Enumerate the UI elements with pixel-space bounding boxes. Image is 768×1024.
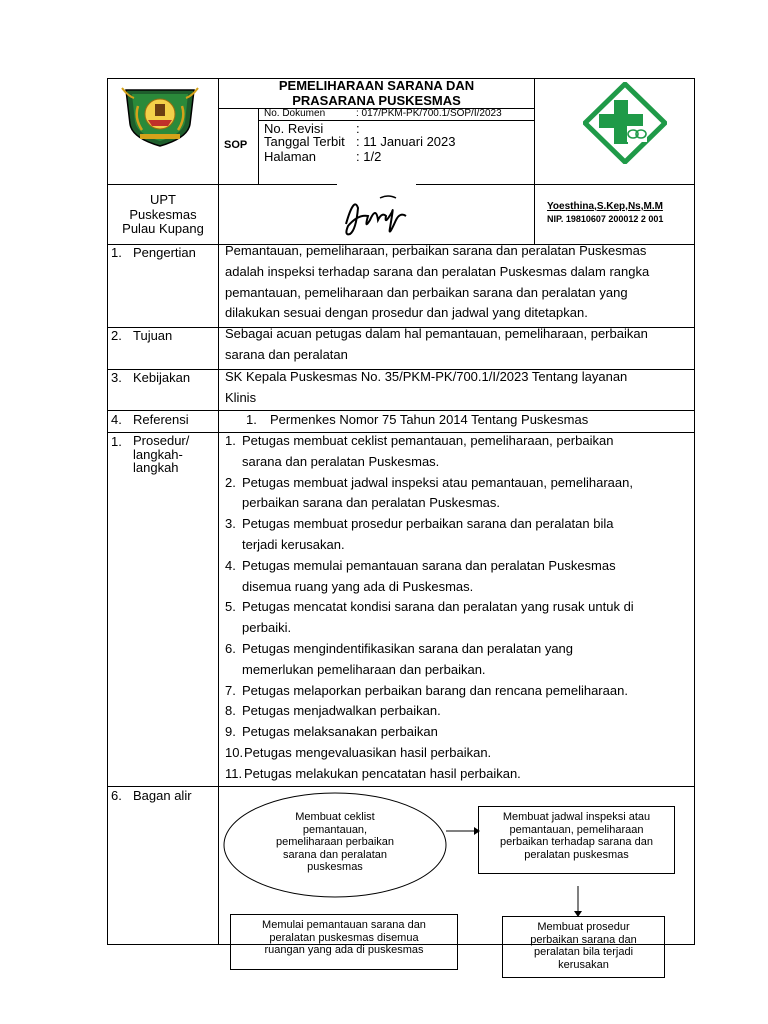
signature xyxy=(336,190,416,242)
section-label xyxy=(133,434,189,475)
section-number: 6. xyxy=(111,788,122,803)
step-text-cont: perbaikan sarana dan peralatan Puskesmas. xyxy=(242,495,500,511)
section-number: 1. xyxy=(111,434,122,449)
text-line: dilakukan sesuai dengan prosedur dan jadwal yang ditetapkan. xyxy=(225,305,588,321)
grid-line xyxy=(416,184,695,185)
flow-node-ceklist xyxy=(223,792,447,898)
label-line: Prosedur/ xyxy=(133,433,190,448)
procedure-step xyxy=(225,764,675,785)
step-text: Petugas melaksanakan perbaikan xyxy=(242,724,438,740)
procedure-step xyxy=(225,597,675,639)
doc-number-value: : 017/PKM-PK/700.1/SOP/I/2023 xyxy=(356,108,502,119)
section-number: 4. xyxy=(111,412,122,427)
node-text-line: pemeliharaan perbaikan xyxy=(275,836,395,848)
section-number: 3. xyxy=(111,370,122,385)
step-number: 4. xyxy=(225,557,236,573)
puskesmas-cross-icon xyxy=(583,82,667,164)
step-text-cont: memerlukan pemeliharaan dan perbaikan. xyxy=(242,661,486,677)
node-text-line: puskesmas xyxy=(307,861,363,873)
node-text-line: peralatan puskesmas xyxy=(524,848,629,861)
text-line: Klinis xyxy=(225,389,257,405)
section-label: Tujuan xyxy=(133,328,173,343)
step-text: Petugas membuat ceklist pemantauan, pemeliharaan, perbaikan xyxy=(242,433,614,448)
node-text-line: sarana dan peralatan xyxy=(283,848,387,861)
node-text-line: perbaikan sarana dan xyxy=(530,933,637,946)
step-text: Petugas membuat jadwal inspeksi atau pemantauan, pemeliharaan, xyxy=(242,474,633,490)
node-text-line: kerusakan xyxy=(558,958,609,971)
node-text-line: pemantauan, pemeliharaan xyxy=(509,823,644,836)
label-line: langkah xyxy=(133,460,179,475)
issue-date-label: Tanggal Terbit xyxy=(264,134,345,149)
page-value: : 1/2 xyxy=(356,149,382,164)
node-text-line: ruangan yang ada di puskesmas xyxy=(264,944,424,956)
procedure-step xyxy=(225,722,675,743)
procedure-step xyxy=(225,556,675,598)
section-number: 1. xyxy=(111,245,122,260)
section-content xyxy=(225,241,690,324)
flow-node-prosedur xyxy=(502,916,665,978)
node-text-line: peralatan bila terjadi xyxy=(533,946,634,958)
grid-line xyxy=(107,184,337,185)
node-text-line: Membuat ceklist xyxy=(295,811,375,823)
step-text-cont: terjadi kerusakan. xyxy=(242,536,345,552)
text-line: pemantauan, pemeliharaan dan perbaikan sarana dan peralatan yang xyxy=(225,284,628,300)
page-label: Halaman xyxy=(264,149,317,164)
step-number: 7. xyxy=(225,682,236,698)
node-text-line: Membuat jadwal inspeksi atau xyxy=(502,811,651,823)
revision-value: : xyxy=(356,121,360,136)
sop-label: SOP xyxy=(224,139,248,151)
step-number: 3. xyxy=(225,516,236,532)
section-content xyxy=(225,367,690,409)
document-title xyxy=(219,78,534,108)
regional-emblem-logo xyxy=(118,84,202,150)
grid-line xyxy=(107,786,695,787)
step-number: 8. xyxy=(225,703,236,719)
procedure-step xyxy=(225,431,675,473)
step-text: Petugas membuat prosedur perbaikan sarana dan peralatan bila xyxy=(242,516,614,532)
step-text: Petugas melakukan pencatatan hasil perbaikan. xyxy=(244,765,521,781)
puskesmas-logo xyxy=(583,82,667,164)
signer-name: Yoesthina,S.Kep,Ns,M.M xyxy=(547,201,663,212)
label-line: langkah- xyxy=(133,446,183,462)
issue-date-value: : 11 Januari 2023 xyxy=(356,134,456,149)
unit-line-1: UPT xyxy=(150,192,176,207)
step-number: 2. xyxy=(225,474,236,490)
section-label: Bagan alir xyxy=(133,788,192,803)
reference-item-text: Permenkes Nomor 75 Tahun 2014 Tentang Puskesmas xyxy=(270,412,589,427)
title-line-1: PEMELIHARAAN SARANA DAN xyxy=(278,78,475,93)
text-line: Pemantauan, pemeliharaan, perbaikan sarana dan peralatan Puskesmas xyxy=(225,243,647,258)
step-text: Petugas mencatat kondisi sarana dan peralatan yang rusak untuk di xyxy=(242,599,634,615)
arrow-right-icon xyxy=(446,826,480,836)
step-number: 1. xyxy=(225,433,236,448)
signer-nip: NIP. 19810607 200012 2 001 xyxy=(547,214,664,224)
step-text: Petugas mengindentifikasikan sarana dan peralatan yang xyxy=(242,641,574,656)
node-text-line: peralatan puskesmas disemua xyxy=(269,931,419,944)
flow-node-jadwal xyxy=(478,806,675,874)
grid-line xyxy=(534,78,535,185)
procedure-step xyxy=(225,473,675,515)
section-content xyxy=(225,324,690,366)
procedure-step xyxy=(225,514,675,556)
text-line: sarana dan peralatan xyxy=(225,346,348,362)
emblem-icon xyxy=(118,84,202,150)
node-text-line: perbaikan terhadap sarana dan xyxy=(500,836,653,848)
grid-line xyxy=(694,78,695,945)
step-number: 6. xyxy=(225,641,236,656)
flow-node-memulai xyxy=(230,914,458,970)
grid-line xyxy=(534,184,535,244)
section-number: 2. xyxy=(111,328,122,343)
step-text-cont: perbaiki. xyxy=(242,620,292,636)
step-text-cont: disemua ruang yang ada di Puskesmas. xyxy=(242,578,474,594)
step-text: Petugas memulai pemantauan sarana dan peralatan Puskesmas xyxy=(242,557,616,573)
unit-name xyxy=(108,193,218,237)
step-text-cont: sarana dan peralatan Puskesmas. xyxy=(242,453,440,469)
grid-line xyxy=(218,184,219,945)
title-line-2: PRASARANA PUSKESMAS xyxy=(292,93,461,108)
procedure-step xyxy=(225,701,675,722)
step-text: Petugas melaporkan perbaikan barang dan rencana pemeliharaan. xyxy=(242,682,628,698)
node-text-line: pemantauan, xyxy=(302,823,368,836)
step-text: Petugas menjadwalkan perbaikan. xyxy=(242,703,441,719)
doc-number-label: No. Dokumen xyxy=(264,108,326,119)
section-label: Referensi xyxy=(133,412,189,427)
grid-line xyxy=(107,410,695,411)
unit-line-3: Pulau Kupang xyxy=(122,221,204,236)
unit-line-2: Puskesmas xyxy=(129,206,197,222)
node-text-line: Membuat prosedur xyxy=(537,921,630,933)
step-number: 11. xyxy=(225,765,243,781)
procedure-step xyxy=(225,743,675,764)
step-number: 9. xyxy=(225,724,236,740)
step-number: 5. xyxy=(225,599,236,615)
revision-label: No. Revisi xyxy=(264,121,324,136)
arrow-down-icon xyxy=(573,886,583,918)
step-text: Petugas mengevaluasikan hasil perbaikan. xyxy=(244,745,492,760)
text-line: adalah inspeksi terhadap sarana dan peralatan Puskesmas dalam rangka xyxy=(225,263,650,279)
handwritten-signature-icon xyxy=(336,190,416,242)
step-number: 10. xyxy=(225,745,244,760)
section-label: Kebijakan xyxy=(133,370,191,385)
text-line: SK Kepala Puskesmas No. 35/PKM-PK/700.1/I/2023 Tentang layanan xyxy=(225,369,628,384)
reference-item-number: 1. xyxy=(246,412,257,427)
doc-number xyxy=(264,108,325,120)
node-text-line: Memulai pemantauan sarana dan xyxy=(262,919,426,931)
section-label: Pengertian xyxy=(133,245,196,260)
procedure-step xyxy=(225,639,675,681)
procedure-step xyxy=(225,681,675,702)
text-line: Sebagai acuan petugas dalam hal pemantauan, pemeliharaan, perbaikan xyxy=(225,326,648,341)
